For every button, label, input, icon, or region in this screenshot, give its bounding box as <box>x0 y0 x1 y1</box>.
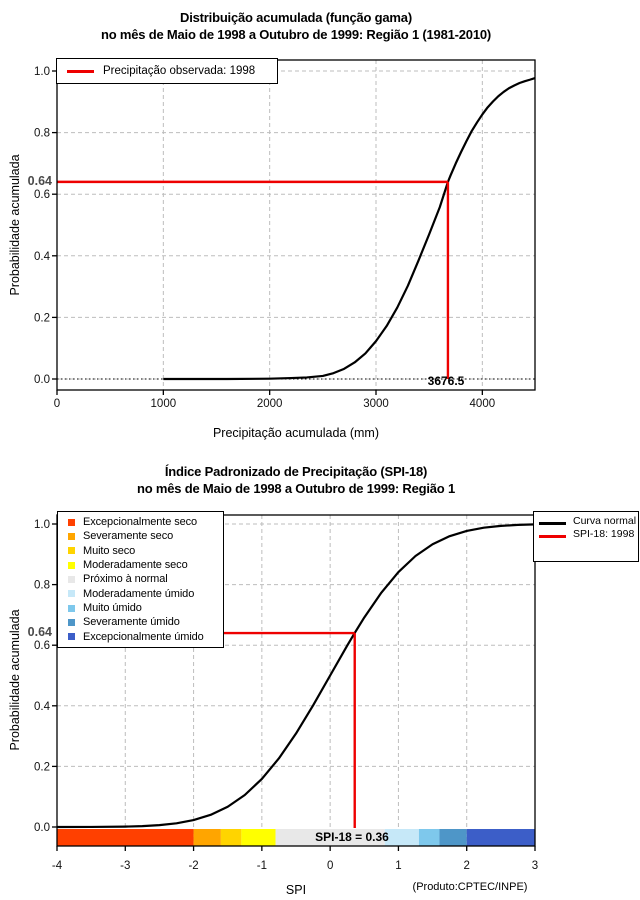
category-swatch <box>68 633 75 640</box>
x-tick-label: 3000 <box>363 398 389 410</box>
spi-category-legend <box>57 511 224 648</box>
category-swatch <box>68 590 75 597</box>
y-tick-label: 0.8 <box>34 579 50 592</box>
x-tick-label: -4 <box>51 860 63 872</box>
colorbar-segment <box>57 829 194 846</box>
legend-item-curva-normal: Curva normal <box>539 515 638 528</box>
colorbar-segment <box>194 829 221 846</box>
cdf-curve <box>163 78 535 379</box>
y-tick-label: 0.0 <box>34 374 50 386</box>
colorbar-segment <box>221 829 241 846</box>
chart1-title: Distribuição acumulada (função gama) <box>180 10 412 25</box>
chart2-y-axis-label: Probabilidade acumulada <box>8 609 22 751</box>
x-tick-label: 1000 <box>150 398 177 410</box>
category-swatch <box>68 562 75 569</box>
legend-item-moderadamente-umido: Moderadamente úmido <box>58 587 223 601</box>
legend-item-excepcionalmente-umido: Excepcionalmente úmido <box>58 630 223 644</box>
x-tick-label: 2 <box>463 860 470 872</box>
y-tick-label: 0.4 <box>34 700 50 713</box>
chart2-spi-annotation: SPI-18 = 0.36 <box>315 830 389 844</box>
normal-curve-line-sample <box>539 522 566 525</box>
y-tick-label: 0.8 <box>34 127 50 140</box>
legend-item-spi18-1998: SPI-18: 1998 <box>539 528 638 541</box>
x-tick-label: -1 <box>256 860 267 872</box>
y-tick-label: 0.6 <box>34 189 50 202</box>
category-swatch <box>68 619 75 626</box>
legend-item-proximo-a-normal: Próximo à normal <box>58 572 223 586</box>
y-tick-label: 0.0 <box>34 822 50 834</box>
legend-item-muito-seco: Muito seco <box>58 544 223 558</box>
x-tick-label: 3 <box>531 860 539 872</box>
legend-item-moderadamente-seco: Moderadamente seco <box>58 558 223 572</box>
chart1-precip-annotation: 3676.5 <box>427 374 465 388</box>
y-tick-label: 1.0 <box>34 519 50 531</box>
x-tick-label: 0 <box>326 860 334 872</box>
category-swatch <box>68 533 75 540</box>
curve-legend <box>533 511 639 562</box>
y-tick-label: 0.4 <box>34 250 50 263</box>
spi-cdf-chart <box>0 455 640 900</box>
y-tick-label: 0.2 <box>34 761 50 774</box>
colorbar-segment <box>241 829 275 846</box>
chart2-subtitle: no mês de Maio de 1998 a Outubro de 1999: Região 1 <box>137 481 455 496</box>
chart1-probability-annotation: 0.64 <box>27 174 52 188</box>
legend-item-excepcionalmente-seco: Excepcionalmente seco <box>58 515 223 529</box>
observed-precip-line-sample <box>67 70 94 73</box>
legend-item-severamente-umido: Severamente úmido <box>58 615 223 629</box>
legend-item-severamente-seco: Severamente seco <box>58 529 223 543</box>
product-credit: (Produto:CPTEC/INPE) <box>412 881 528 893</box>
x-tick-label: 2000 <box>256 398 283 410</box>
observed-precip-legend-label: Precipitação observada: 1998 <box>103 65 256 77</box>
x-tick-label: -2 <box>188 860 199 872</box>
chart2-title: Índice Padronizado de Precipitação (SPI-18) <box>164 464 428 479</box>
x-tick-label: -3 <box>120 860 131 872</box>
chart2-x-axis-label: SPI <box>285 883 307 897</box>
legend-item-muito-umido: Muito úmido <box>58 601 223 615</box>
y-tick-label: 0.2 <box>34 312 50 325</box>
x-tick-label: 4000 <box>469 398 496 410</box>
plot-border <box>57 60 535 390</box>
x-tick-label: 1 <box>395 860 402 872</box>
colorbar-segment <box>467 829 535 846</box>
chart1-legend <box>56 58 278 84</box>
colorbar-segment <box>439 829 466 846</box>
y-tick-label: 0.6 <box>34 640 50 653</box>
category-swatch <box>68 605 75 612</box>
category-swatch <box>68 519 75 526</box>
category-swatch <box>68 576 75 583</box>
chart1-x-axis-label: Precipitação acumulada (mm) <box>212 426 380 440</box>
y-tick-label: 1.0 <box>34 66 50 78</box>
spi18-line-sample <box>539 535 566 538</box>
chart2-probability-annotation: 0.64 <box>27 625 52 639</box>
category-swatch <box>68 547 75 554</box>
chart1-subtitle: no mês de Maio de 1998 a Outubro de 1999: Região 1 (1981-2010) <box>100 27 492 42</box>
x-tick-label: 0 <box>53 398 61 410</box>
chart1-y-axis-label: Probabilidade acumulada <box>8 154 22 296</box>
